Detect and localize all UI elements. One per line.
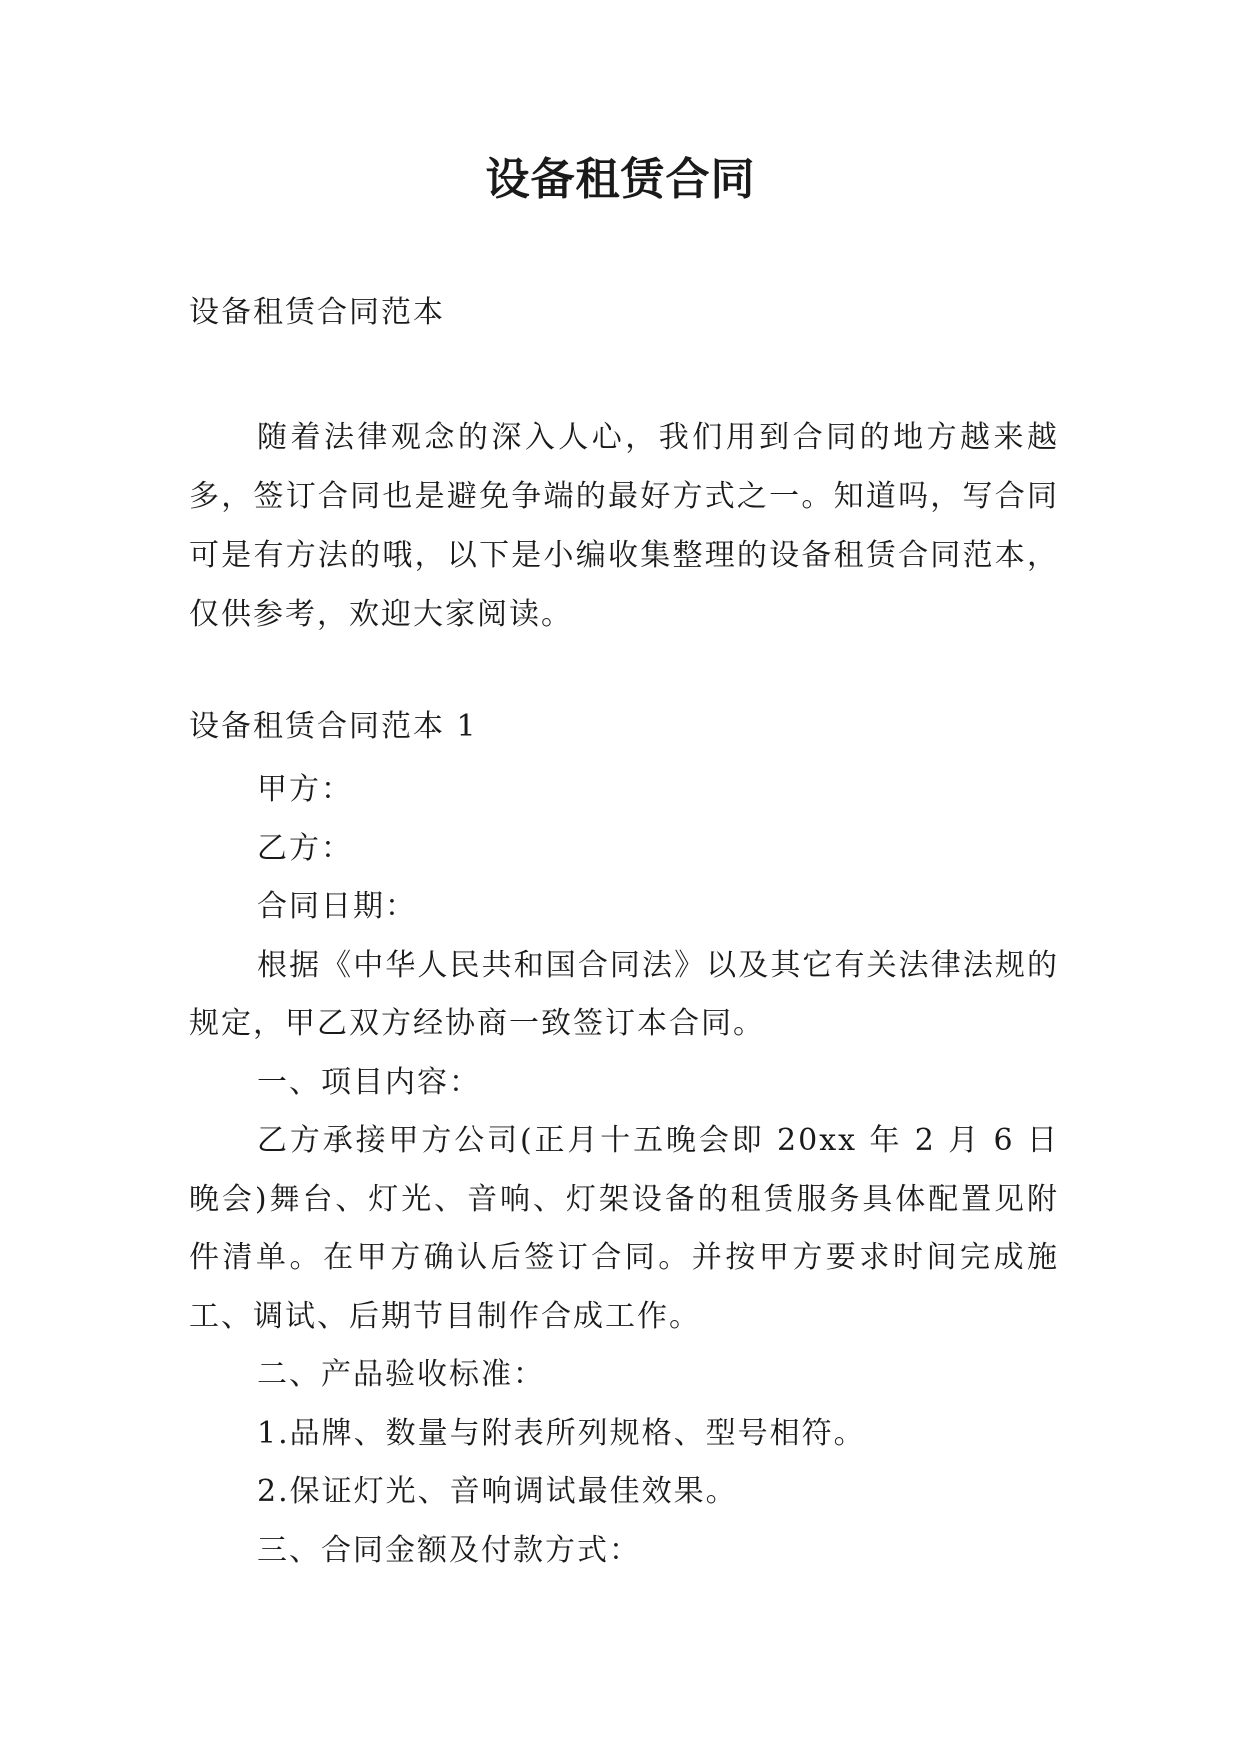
contract-date-line: 合同日期： xyxy=(257,889,417,924)
project-content-paragraph: 乙方承接甲方公司(正月十五晚会即 20xx 年 2 月 6 日晚会)舞台、灯光、音响、灯架设备的租赁服务具体配置见附件清单。在甲方确认后签订合同。并按甲方要求时间完成施工、调试、后期节目制作合成工作。 xyxy=(189,1123,1059,1334)
intro-paragraph: 随着法律观念的深入人心，我们用到合同的地方越来越多，签订合同也是避免争端的最好方式之一。知道吗，写合同可是有方法的哦，以下是小编收集整理的设备租赁合同范本，仅供参考，欢迎大家阅读。 xyxy=(189,420,1059,632)
party-a-line: 甲方： xyxy=(257,772,353,807)
acceptance-item-2: 2.保证灯光、音响调试最佳效果。 xyxy=(257,1474,738,1509)
clause-heading-payment: 三、合同金额及付款方式： xyxy=(257,1532,641,1568)
page-title: 设备租赁合同 xyxy=(485,154,756,205)
acceptance-item-1: 1.品牌、数量与附表所列规格、型号相符。 xyxy=(257,1415,866,1451)
party-b-line: 乙方： xyxy=(257,830,353,866)
clause-heading-acceptance: 二、产品验收标准： xyxy=(257,1357,545,1392)
section-heading: 设备租赁合同范本 1 xyxy=(189,709,478,744)
legal-basis-paragraph: 根据《中华人民共和国合同法》以及其它有关法律法规的规定，甲乙双方经协商一致签订本合同。 xyxy=(189,947,1059,1041)
clause-heading-project: 一、项目内容： xyxy=(257,1064,481,1100)
contract-body xyxy=(189,761,1059,1580)
document-subtitle: 设备租赁合同范本 xyxy=(189,295,445,330)
